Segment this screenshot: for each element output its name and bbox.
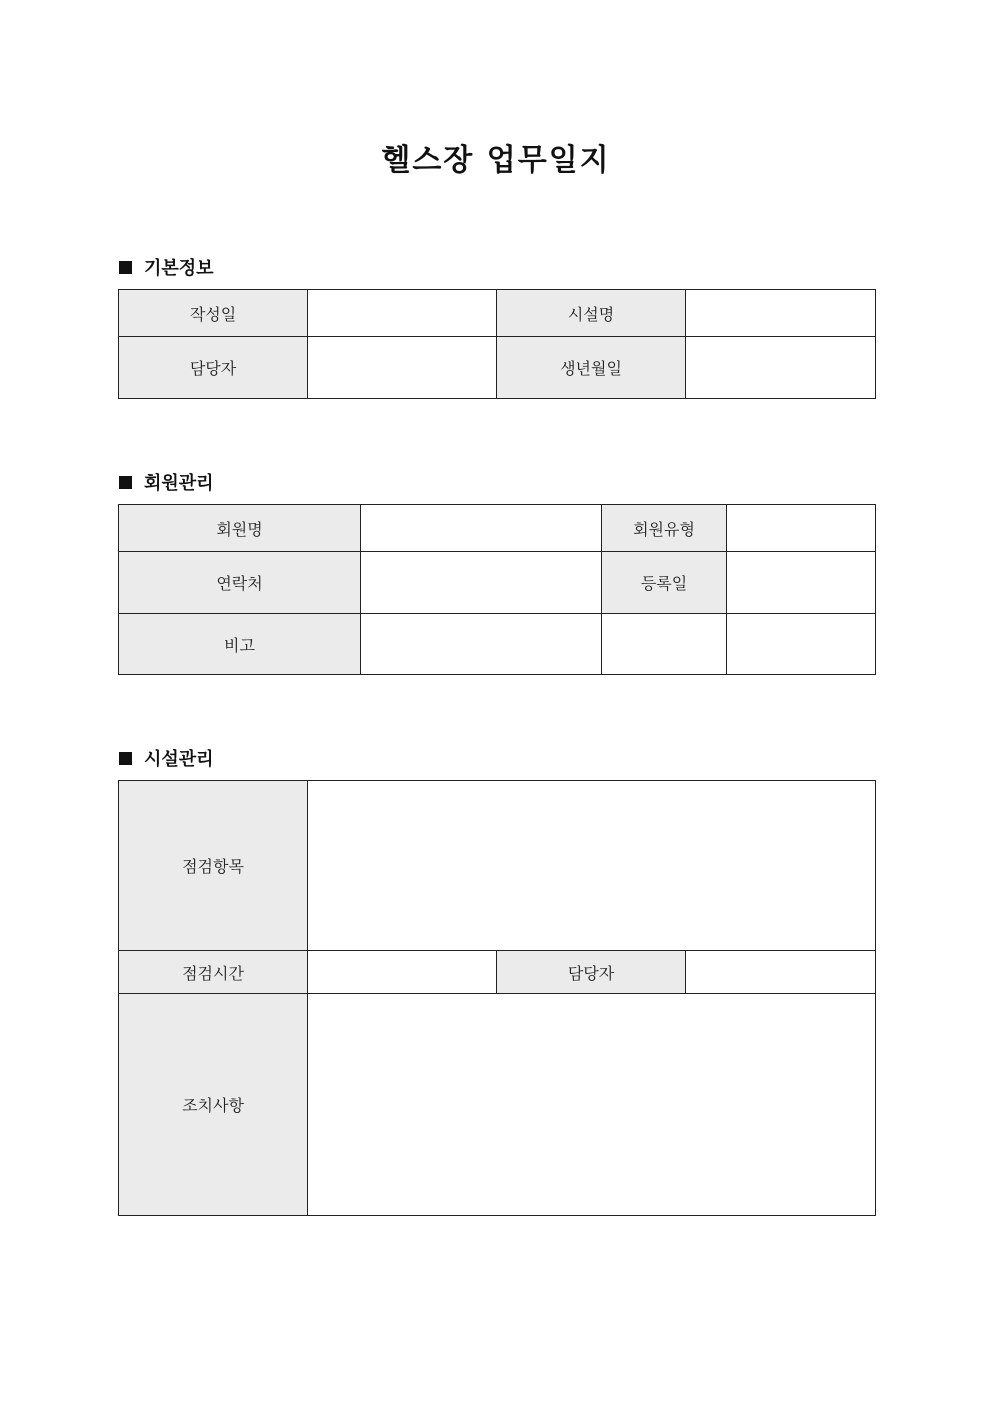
registration-date-field[interactable] bbox=[727, 552, 876, 614]
label-facility-name: 시설명 bbox=[497, 290, 686, 337]
facility-manager-field[interactable] bbox=[686, 951, 876, 994]
table-row bbox=[119, 552, 876, 614]
actions-taken-field[interactable] bbox=[308, 994, 876, 1216]
label-contact: 연락처 bbox=[119, 552, 361, 614]
table-row bbox=[119, 290, 876, 337]
label-member-name: 회원명 bbox=[119, 505, 361, 552]
section-heading-basic-info bbox=[119, 254, 214, 280]
facility-mgmt-table bbox=[118, 780, 876, 1216]
table-row bbox=[119, 951, 876, 994]
label-created-date: 작성일 bbox=[119, 290, 308, 337]
birthdate-field[interactable] bbox=[686, 337, 876, 399]
table-row bbox=[119, 781, 876, 951]
square-bullet-icon bbox=[119, 476, 132, 489]
member-name-field[interactable] bbox=[361, 505, 602, 552]
empty-cell[interactable] bbox=[727, 614, 876, 675]
label-birthdate: 생년월일 bbox=[497, 337, 686, 399]
section-heading-label: 기본정보 bbox=[144, 258, 214, 279]
created-date-field[interactable] bbox=[308, 290, 497, 337]
inspection-time-field[interactable] bbox=[308, 951, 497, 994]
table-row bbox=[119, 994, 876, 1216]
label-member-type: 회원유형 bbox=[602, 505, 727, 552]
label-inspection-time: 점검시간 bbox=[119, 951, 308, 994]
label-manager: 담당자 bbox=[119, 337, 308, 399]
basic-info-table bbox=[118, 289, 876, 399]
member-type-field[interactable] bbox=[727, 505, 876, 552]
member-mgmt-table bbox=[118, 504, 876, 675]
label-registration-date: 등록일 bbox=[602, 552, 727, 614]
table-row bbox=[119, 505, 876, 552]
label-actions-taken: 조치사항 bbox=[119, 994, 308, 1216]
square-bullet-icon bbox=[119, 261, 132, 274]
inspection-items-field[interactable] bbox=[308, 781, 876, 951]
empty-cell[interactable] bbox=[602, 614, 727, 675]
section-heading-facility-mgmt bbox=[119, 745, 214, 771]
contact-field[interactable] bbox=[361, 552, 602, 614]
section-heading-label: 회원관리 bbox=[144, 473, 214, 494]
label-inspection-items: 점검항목 bbox=[119, 781, 308, 951]
table-row bbox=[119, 337, 876, 399]
facility-name-field[interactable] bbox=[686, 290, 876, 337]
manager-field[interactable] bbox=[308, 337, 497, 399]
page-title: 헬스장 업무일지 bbox=[381, 143, 611, 178]
section-heading-label: 시설관리 bbox=[144, 749, 214, 770]
label-remarks: 비고 bbox=[119, 614, 361, 675]
table-row bbox=[119, 614, 876, 675]
remarks-field[interactable] bbox=[361, 614, 602, 675]
section-heading-member-mgmt bbox=[119, 469, 214, 495]
label-facility-manager: 담당자 bbox=[497, 951, 686, 994]
square-bullet-icon bbox=[119, 752, 132, 765]
